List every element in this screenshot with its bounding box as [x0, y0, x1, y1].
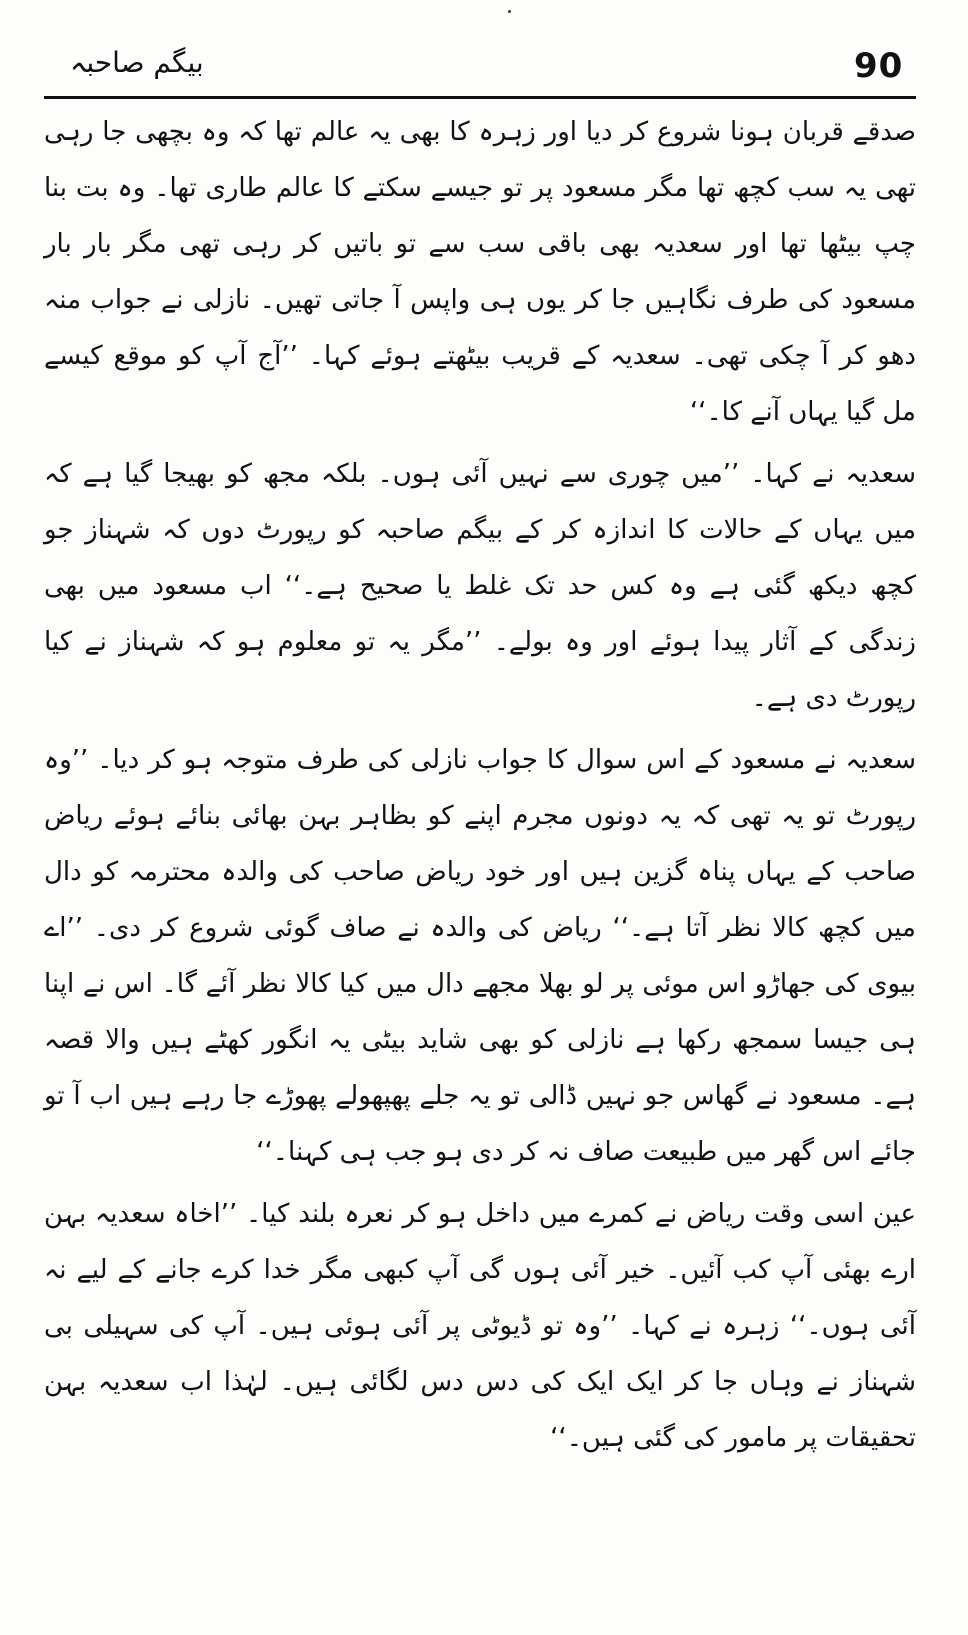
running-title: بیگم صاحبہ: [70, 46, 204, 79]
paragraph-4: عین اسی وقت ریاض نے کمرے میں داخل ہو کر نعرہ بلند کیا۔ ’’اخاہ سعدیہ بہن ارے بھئی آپ کب آئیں۔ خیر آئی ہوں گی آپ کبھی مگر خدا کرے جانے کے لیے نہ آئی ہوں۔‘‘ زہرہ نے کہا۔ ’’وہ تو ڈیوٹی پر آئی ہوئی ہیں۔ آپ کی سہیلی بی شہناز نے وہاں جا کر ایک ایک کی دس دس لگائی ہیں۔ لہٰذا اب سعدیہ بہن تحقیقات پر مامور کی گئی ہیں۔‘‘: [44, 1199, 916, 1453]
body-text: [44, 104, 916, 1472]
page-number: 90: [854, 46, 904, 86]
paragraph-1: صدقے قربان ہونا شروع کر دیا اور زہرہ کا بھی یہ عالم تھا کہ وہ بچھی جا رہی تھی یہ سب کچھ تھا مگر مسعود پر تو جیسے سکتے کا عالم طاری تھا۔ وہ بت بنا چپ بیٹھا تھا اور سعدیہ بھی باقی سب سے تو باتیں کر رہی تھی مگر بار بار مسعود کی طرف نگاہیں جا کر یوں ہی واپس آ جاتی تھیں۔ نازلی نے جواب منہ دھو کر آ چکی تھی۔ سعدیہ کے قریب بیٹھتے ہوئے کہا۔ ’’آج آپ کو موقع کیسے مل گیا یہاں آنے کا۔‘‘: [44, 117, 916, 427]
paragraph-3: سعدیہ نے مسعود کے اس سوال کا جواب نازلی کی طرف متوجہ ہو کر دیا۔ ’’وہ رپورٹ تو یہ تھی کہ یہ دونوں مجرم اپنے کو بظاہر بہن بھائی بنائے ہوئے ریاض صاحب کے یہاں پناہ گزین ہیں اور خود ریاض صاحب کی والدہ محترمہ کو دال میں کچھ کالا نظر آتا ہے۔‘‘ ریاض کی والدہ نے صاف گوئی شروع کر دی۔ ’’اے بیوی کی جھاڑو اس موئی پر لو بھلا مجھے دال میں کیا کالا نظر آئے گا۔ اس نے اپنا ہی جیسا سمجھ رکھا ہے نازلی کو بھی شاید بیٹی یہ انگور کھٹے ہیں والا قصہ ہے۔ مسعود نے گھاس جو نہیں ڈالی تو یہ جلے پھپھولے پھوڑے جا رہے ہیں اب آ تو جائے اس گھر میں طبیعت صاف نہ کر دی ہو جب ہی کہنا۔‘‘: [44, 745, 917, 1167]
header-rule: [44, 96, 916, 99]
paragraph-2: سعدیہ نے کہا۔ ’’میں چوری سے نہیں آئی ہوں۔ بلکہ مجھ کو بھیجا گیا ہے کہ میں یہاں کے حالات کا اندازہ کر کے بیگم صاحبہ کو رپورٹ دوں کہ شہناز جو کچھ دیکھ گئی ہے وہ کس حد تک غلط یا صحیح ہے۔‘‘ اب مسعود میں بھی زندگی کے آثار پیدا ہوئے اور وہ بولے۔ ’’مگر یہ تو معلوم ہو کہ شہناز نے کیا رپورٹ دی ہے۔: [44, 459, 916, 713]
page-header: [44, 40, 916, 94]
ink-speck: [508, 10, 511, 13]
